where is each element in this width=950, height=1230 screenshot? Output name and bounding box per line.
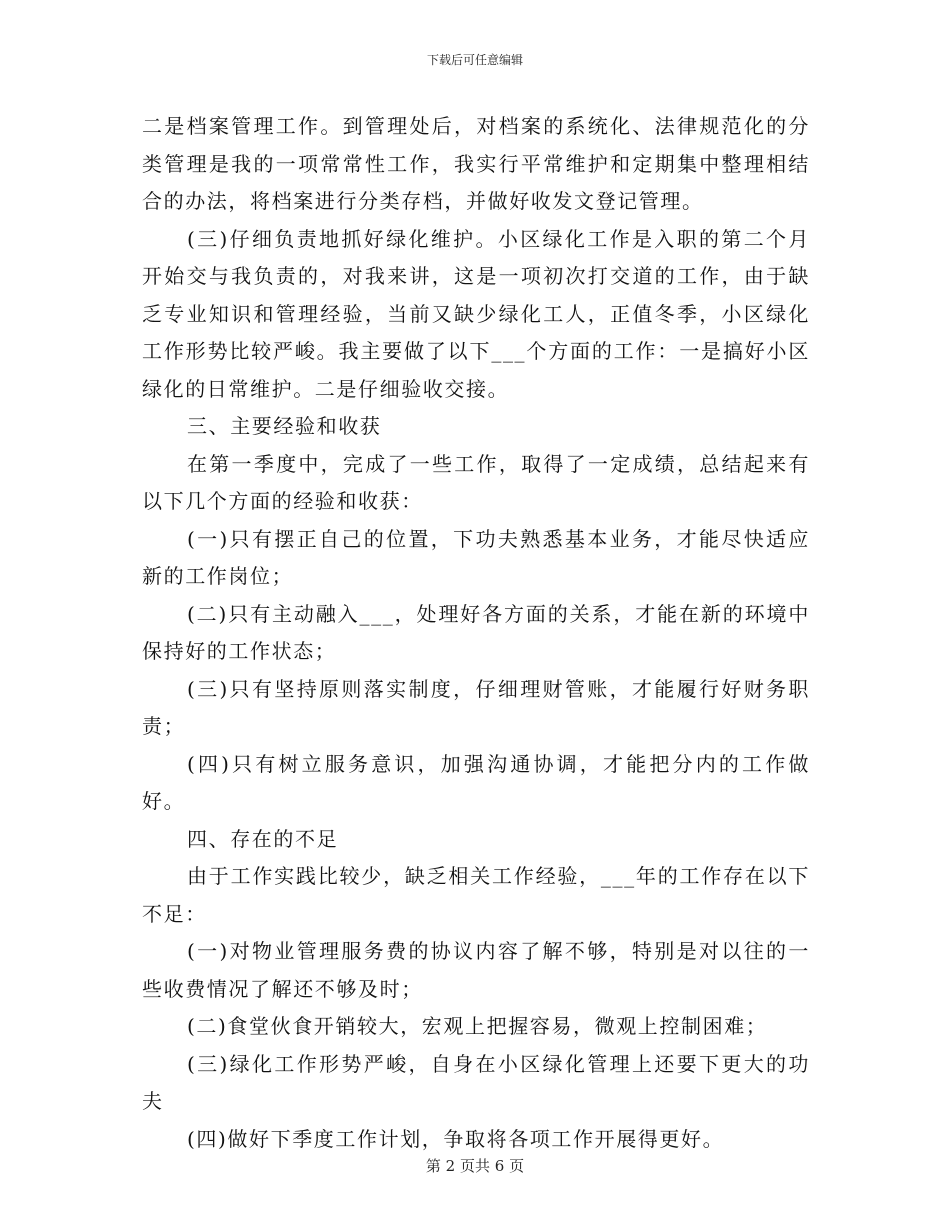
list-item: (二)食堂伙食开销较大，宏观上把握容易，微观上控制困难；: [187, 1014, 768, 1038]
section-heading: 四、存在的不足: [187, 826, 339, 851]
list-item: (一)只有摆正自己的位置，下功夫熟悉基本业务，才能尽快适应新的工作岗位；: [142, 526, 810, 588]
document-body: [142, 108, 810, 1158]
page-footer: 第 2 页共 6 页: [425, 1157, 525, 1175]
paragraph: 在第一季度中，完成了一些工作，取得了一定成绩，总结起来有以下几个方面的经验和收获：: [142, 451, 810, 513]
list-item: (一)对物业管理服务费的协议内容了解不够，特别是对以往的一些收费情况了解还不够及时；: [142, 939, 810, 1001]
list-item: (四)做好下季度工作计划，争取将各项工作开展得更好。: [187, 1126, 725, 1151]
paragraph: 由于工作实践比较少，缺乏相关工作经验，___年的工作存在以下不足：: [142, 864, 810, 926]
paragraph: 二是档案管理工作。到管理处后，对档案的系统化、法律规范化的分类管理是我的一项常常性工作，我实行平常维护和定期集中整理相结合的办法，将档案进行分类存档，并做好收发文登记管理。: [142, 114, 810, 213]
list-item: (四)只有树立服务意识，加强沟通协调，才能把分内的工作做好。: [142, 751, 810, 813]
paragraph: (三)仔细负责地抓好绿化维护。小区绿化工作是入职的第二个月开始交与我负责的，对我来讲，这是一项初次打交道的工作，由于缺乏专业知识和管理经验，当前又缺少绿化工人，正值冬季，小区绿化工作形势比较严峻。我主要做了以下___个方面的工作：一是搞好小区绿化的日常维护。二是仔细验收交接。: [142, 226, 810, 401]
page-header: 下载后可任意编辑: [426, 53, 523, 67]
list-item: (三)只有坚持原则落实制度，仔细理财管账，才能履行好财务职责；: [142, 676, 810, 738]
list-item: (三)绿化工作形势严峻，自身在小区绿化管理上还要下更大的功夫: [142, 1051, 810, 1113]
section-heading: 三、主要经验和收获: [187, 414, 382, 438]
list-item: (二)只有主动融入___，处理好各方面的关系，才能在新的环境中保持好的工作状态；: [142, 601, 810, 663]
